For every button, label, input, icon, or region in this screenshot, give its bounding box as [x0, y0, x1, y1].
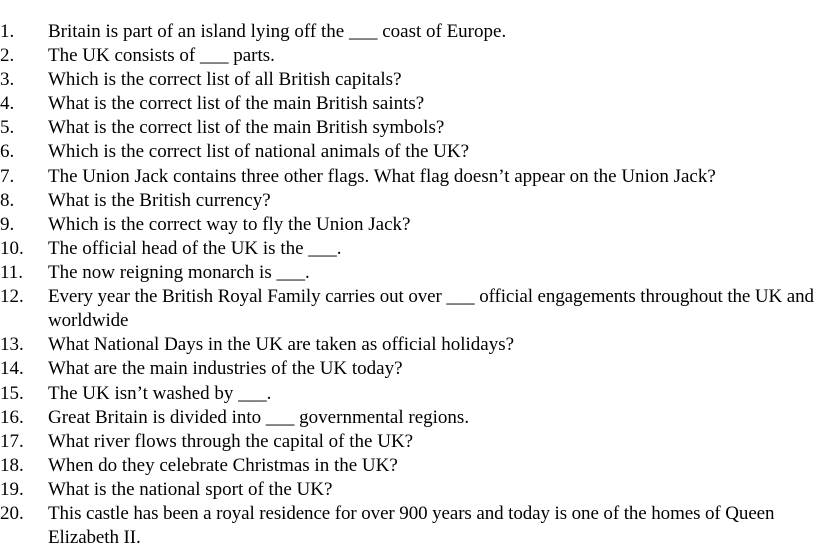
list-item [0, 116, 816, 140]
question-text: The official head of the UK is the ___. [48, 238, 342, 259]
question-list [0, 20, 816, 550]
question-number: 12. [0, 286, 24, 307]
question-number: 17. [0, 431, 24, 452]
list-item [0, 261, 816, 285]
list-item [0, 165, 816, 189]
question-text: What is the correct list of the main British saints? [48, 93, 425, 114]
question-number: 7. [0, 166, 15, 187]
question-text: Which is the correct list of all British capitals? [48, 69, 402, 90]
question-text: What are the main industries of the UK today? [48, 358, 403, 379]
list-item [0, 478, 816, 502]
question-number: 6. [0, 141, 15, 162]
question-number: 14. [0, 358, 24, 379]
question-number: 13. [0, 334, 24, 355]
list-item [0, 382, 816, 406]
question-number: 5. [0, 117, 15, 138]
list-item [0, 454, 816, 478]
list-item [0, 44, 816, 68]
question-text: This castle has been a royal residence for over 900 years and today is one of the homes of Queen Elizabeth II. [48, 503, 775, 548]
question-text: When do they celebrate Christmas in the UK? [48, 455, 398, 476]
list-item [0, 189, 816, 213]
list-item [0, 502, 816, 550]
question-number: 8. [0, 190, 15, 211]
question-text: What is the national sport of the UK? [48, 479, 333, 500]
list-item [0, 406, 816, 430]
question-number: 11. [0, 262, 24, 283]
question-text: The UK isn’t washed by ___. [48, 383, 272, 404]
list-item [0, 357, 816, 381]
list-item [0, 285, 816, 333]
list-item [0, 68, 816, 92]
question-text: Which is the correct way to fly the Union Jack? [48, 214, 411, 235]
question-text: The now reigning monarch is ___. [48, 262, 310, 283]
list-item [0, 213, 816, 237]
list-item [0, 333, 816, 357]
list-item [0, 430, 816, 454]
question-number: 15. [0, 383, 24, 404]
question-number: 20. [0, 503, 24, 524]
question-text: Which is the correct list of national animals of the UK? [48, 141, 470, 162]
question-text: What river flows through the capital of the UK? [48, 431, 414, 452]
question-text: Every year the British Royal Family carries out over ___ official engagements throughout the UK and worldwide [48, 286, 814, 331]
question-number: 3. [0, 69, 15, 90]
question-number: 18. [0, 455, 24, 476]
question-text: The UK consists of ___ parts. [48, 45, 275, 66]
list-item [0, 237, 816, 261]
question-text: What is the correct list of the main British symbols? [48, 117, 445, 138]
question-text: What National Days in the UK are taken as official holidays? [48, 334, 515, 355]
question-number: 4. [0, 93, 15, 114]
question-number: 2. [0, 45, 15, 66]
question-text: What is the British currency? [48, 190, 271, 211]
question-text: Great Britain is divided into ___ governmental regions. [48, 407, 470, 428]
question-number: 16. [0, 407, 24, 428]
list-item [0, 92, 816, 116]
question-number: 10. [0, 238, 24, 259]
list-item [0, 20, 816, 44]
question-text: Britain is part of an island lying off the ___ coast of Europe. [48, 21, 507, 42]
question-text: The Union Jack contains three other flags. What flag doesn’t appear on the Union Jack? [48, 166, 716, 187]
question-number: 1. [0, 21, 15, 42]
list-item [0, 140, 816, 164]
question-number: 9. [0, 214, 15, 235]
question-number: 19. [0, 479, 24, 500]
